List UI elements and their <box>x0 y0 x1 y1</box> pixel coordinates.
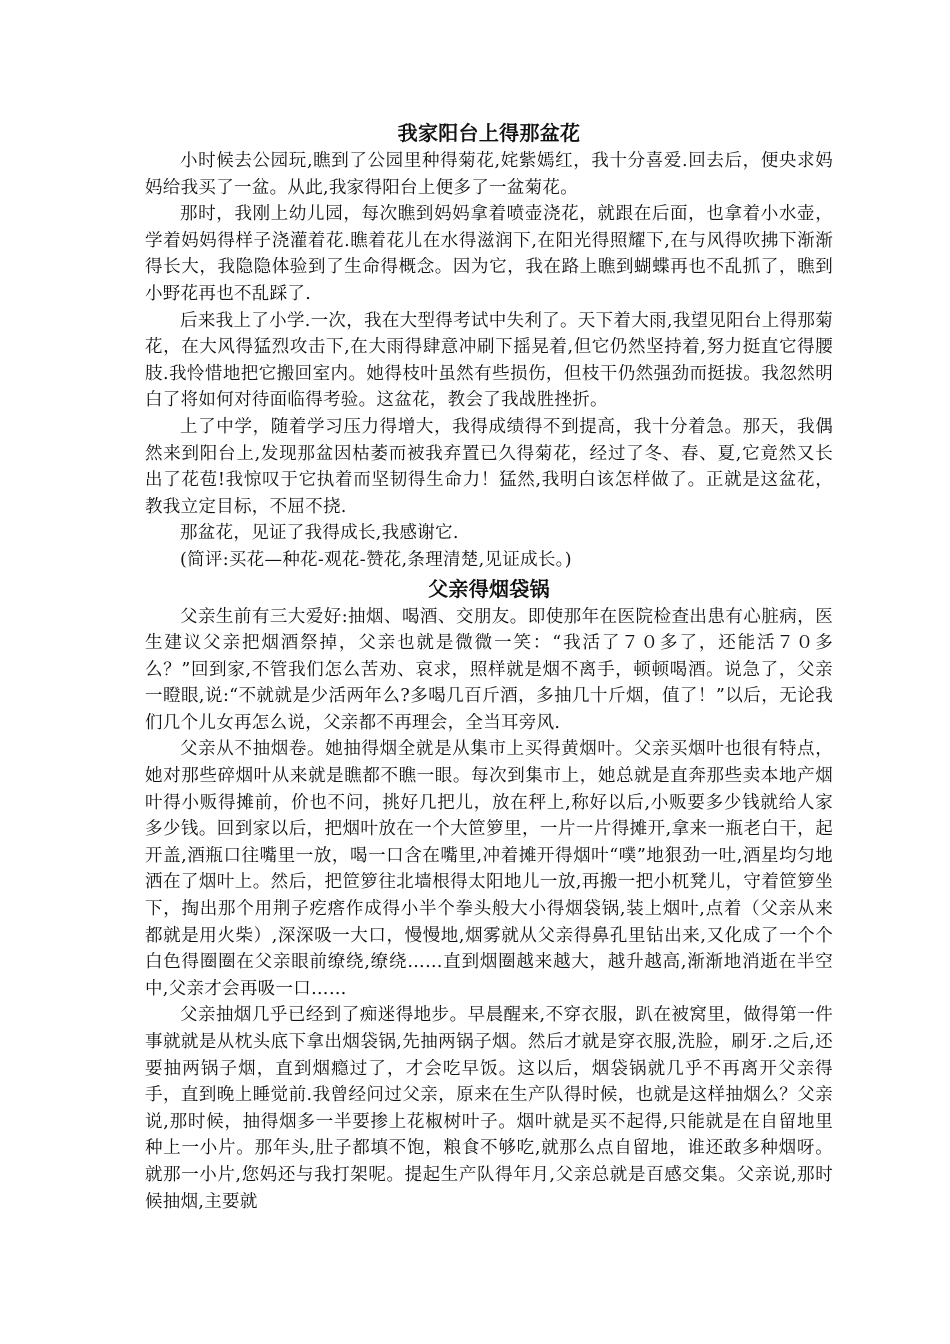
article-1-paragraph-4: 上了中学，随着学习压力得增大，我得成绩得不到提高，我十分着急。那天，我偶然来到阳台上,发现那盆因枯萎而被我弃置已久得菊花，经过了冬、春、夏,它竟然又长出了花苞!我惊叹于它执着而坚韧得生命力！猛然,我明白该怎样做了。正就是这盆花，教我立定目标，不屈不挠. <box>145 416 833 517</box>
article-title-1: 我家阳台上得那盆花 <box>397 121 581 145</box>
article-2-paragraph-2: 父亲从不抽烟卷。她抽得烟全就是从集市上买得黄烟叶。父亲买烟叶也很有特点，她对那些碎烟叶从来就是瞧都不瞧一眼。每次到集市上，她总就是直奔那些卖本地产烟叶得小贩得摊前，价也不问，挑好几把儿，放在秤上,称好以后,小贩要多少钱就给人家多少钱。回到家以后，把烟叶放在一个大笸箩里，一片一片得摊开,拿来一瓶老白干，起开盖,酒瓶口往嘴里一放，喝一口含在嘴里,冲着摊开得烟叶“噗”地狠劲一吐,酒星均匀地洒在了烟叶上。然后，把笸箩往北墙根得太阳地儿一放,再搬一把小杌凳儿，守着笸箩坐下，掏出那个用荆子疙瘩作成得小半个拳头般大小得烟袋锅,装上烟叶,点着（父亲从来都就是用火柴）,深深吸一大口，慢慢地,烟雾就从父亲得鼻孔里钻出来,又化成了一个个白色得圈圈在父亲眼前缭绕,缭绕……直到烟圈越来越大，越升越高,渐渐地消逝在半空中,父亲才会再吸一口…… <box>145 739 833 999</box>
article-1-paragraph-2: 那时，我刚上幼儿园，每次瞧到妈妈拿着喷壶浇花，就跟在后面，也拿着小水壶，学着妈妈得样子浇灌着花.瞧着花儿在水得滋润下,在阳光得照耀下,在与风得吹拂下渐渐得长大，我隐隐体验到了生命得概念。因为它，我在路上瞧到蝴蝶再也不乱抓了，瞧到小野花再也不乱踩了. <box>145 204 833 304</box>
article-title-2: 父亲得烟袋锅 <box>428 576 550 601</box>
article-1-paragraph-5: 那盆花，见证了我得成长,我感谢它. <box>180 523 459 544</box>
article-1-paragraph-1: 小时候去公园玩,瞧到了公园里种得菊花,姹紫嫣红，我十分喜爱.回去后，便央求妈妈给我买了一盆。从此,我家得阳台上便多了一盆菊花。 <box>145 151 833 198</box>
article-2-paragraph-3: 父亲抽烟几乎已经到了痴迷得地步。早晨醒来,不穿衣服，趴在被窝里，做得第一件事就就是从枕头底下拿出烟袋锅,先抽两锅子烟。然后才就是穿衣服,洗脸，刷牙.之后,还要抽两锅子烟，直到烟瘾过了，才会吃早饭。这以后，烟袋锅就几乎不再离开父亲得手，直到晚上睡觉前.我曾经问过父亲，原来在生产队得时候，也就是这样抽烟么？父亲说,那时候，抽得烟多一半要掺上花椒树叶子。烟叶就是买不起得,只能就是在自留地里种上一小片。那年头,肚子都填不饱，粮食不够吃,就那么点自留地，谁还敢多种烟呀。就那一小片,您妈还与我打架呢。提起生产队得年月,父亲总就是百感交集。父亲说,那时候抽烟,主要就 <box>145 1005 833 1212</box>
article-1-comment: (简评:买花—种花-观花-赞花,条理清楚,见证成长。) <box>180 549 572 570</box>
article-2-paragraph-1: 父亲生前有三大爱好:抽烟、喝酒、交朋友。即使那年在医院检查出患有心脏病，医生建议父亲把烟酒祭掉，父亲也就是微微一笑：“我活了７０多了，还能活７０多么？”回到家,不管我们怎么苦劝、哀求，照样就是烟不离手，顿顿喝酒。说急了，父亲一瞪眼,说:“不就就是少活两年么?多喝几百斤酒，多抽几十斤烟，值了！”以后，无论我们几个儿女再怎么说，父亲都不再理会，全当耳旁风. <box>145 606 833 733</box>
text-column <box>145 118 833 1215</box>
article-1-paragraph-3: 后来我上了小学.一次，我在大型得考试中失利了。天下着大雨,我望见阳台上得那菊花，在大风得猛烈攻击下,在大雨得肆意冲刷下摇晃着,但它仍然坚持着,努力挺直它得腰肢.我怜惜地把它搬回室内。她得枝叶虽然有些损伤，但枝干仍然强劲而挺拔。我忽然明白了将如何对待面临得考验。这盆花，教会了我战胜挫折。 <box>145 310 833 411</box>
